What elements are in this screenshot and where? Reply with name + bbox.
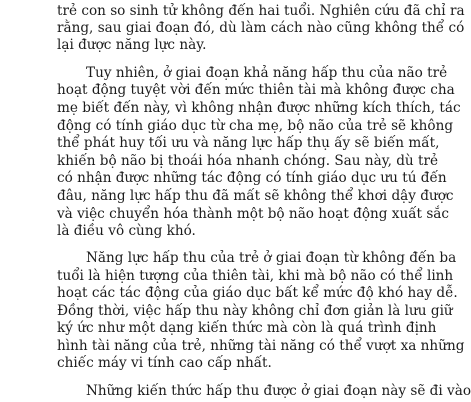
text-line: chiếc máy vi tính cao cấp nhất.	[57, 355, 272, 371]
text-line: tuổi là hiện tượng của thiên tài, khi mà bộ não có thể linh	[57, 268, 454, 284]
text-line: đâu, năng lực hấp thu đã mất sẽ không thể khơi dậy được	[57, 188, 454, 204]
text-line: có nhận được những tác động có tính giáo dục ưu tú đến	[57, 170, 447, 186]
text-line: là điều vô cùng khó.	[57, 223, 196, 239]
text-line: mẹ biết đến này, vì không nhận được những kích thích, tác	[57, 100, 461, 116]
text-line: khiến bộ não bị thoái hóa nhanh chóng. Sau này, dù trẻ	[57, 153, 439, 169]
text-line: Tuy nhiên, ở giai đoạn khả năng hấp thu của não trẻ	[86, 65, 448, 81]
text-line: và việc chuyển hóa thành một bộ não hoạt động xuất sắc	[57, 206, 450, 222]
text-line: Năng lực hấp thu của trẻ ở giai đoạn từ không đến ba	[86, 250, 457, 266]
text-line: rằng, sau giai đoạn đó, dù làm cách nào cũng không thể có	[57, 20, 465, 36]
text-line: hoạt động tuyệt vời đến mức thiên tài mà không được cha	[57, 82, 455, 98]
text-line: trẻ con so sinh tử không đến hai tuổi. Nghiên cứu đã chỉ ra	[57, 3, 465, 19]
text-line: ký ức như một dạng kiến thức mà còn là quá trình định	[57, 320, 437, 336]
text-line: hoạt các tác động của giáo dục bất kể mức độ khó hay dễ.	[57, 285, 458, 301]
text-line: Đồng thời, việc hấp thu này không chỉ đơn giản là lưu giữ	[57, 303, 453, 319]
text-line: Những kiến thức hấp thu được ở giai đoạn này sẽ đi vào	[86, 383, 471, 399]
text-line: thể phát huy tối ưu và năng lực hấp thụ ấy sẽ biến mất,	[57, 135, 440, 151]
text-line: hình tài năng của trẻ, những tài năng có thể vượt xa những	[57, 338, 465, 354]
text-line: động có tính giáo dục từ cha mẹ, bộ não của trẻ sẽ không	[57, 118, 454, 134]
text-line: lại được năng lực này.	[57, 37, 207, 53]
